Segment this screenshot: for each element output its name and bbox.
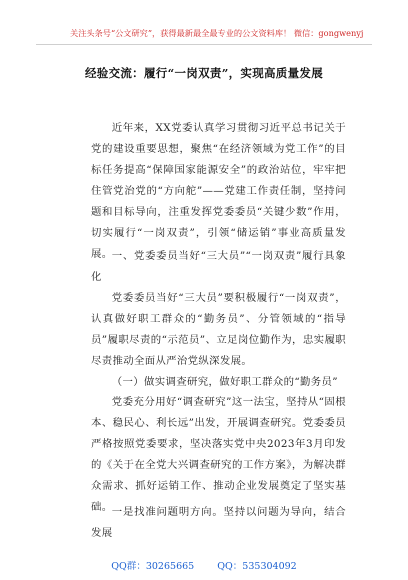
subsection-heading-1: （一）做实调查研究，做好职工群众的“勤务员” (111, 376, 338, 388)
section-heading-1: 一、党委委员当好“三大员”“一岗双责”履行具象化 (91, 250, 346, 283)
footer-qq-group: QQ群：30265665 (111, 561, 195, 572)
footer-contact (0, 558, 408, 572)
paragraph-subsection-1: 党委充分用好“调查研究”这一法宝，坚持从“固根本、稳民心、利长远”出发，开展调查研究。党委委员严格按照党委要求，坚决落实党中央2023年3月印发的《关于在全党大兴调查研究的工作方案》，为解决群众需求、抓好运销工作、推动企业发展奠定了坚实基础。 (91, 396, 346, 513)
header-divider (36, 44, 372, 45)
header-banner: 关注头条号“公文研究”，获得最新最全最专业的公文资料库！ 微信：gongwenyj (70, 28, 364, 38)
paragraph-intro: 近年来，XX党委认真学习贯彻习近平总书记关于党的建设重要思想，聚焦“在经济领域为党工作”的目标任务提高“保障国家能源安全”的政治站位，牢牢把住管党治党的“方向舵”——党建工作责任制，坚持问题和目标导向，注重发挥党委委员“关键少数”作用，切实履行“一岗双责”，引领“储运销”事业高质量发展。 (91, 122, 346, 260)
paragraph-section-1: 党委委员当好“三大员”要积极履行“一岗双责”，认真做好职工群众的“勤务员”、分管领域的“指导员”履职尽责的“示范员”、立足岗位勤作为，忠实履职尽责推动全面从严治党纵深发展。 (91, 292, 346, 367)
document-title: 经验交流：履行“一岗双责”，实现高质量发展 (84, 66, 324, 80)
paragraph-point-1: 一是找准问题明方向。坚持以问题为导向，结合发展 (91, 506, 346, 539)
footer-qq: QQ：535304092 (217, 561, 297, 572)
